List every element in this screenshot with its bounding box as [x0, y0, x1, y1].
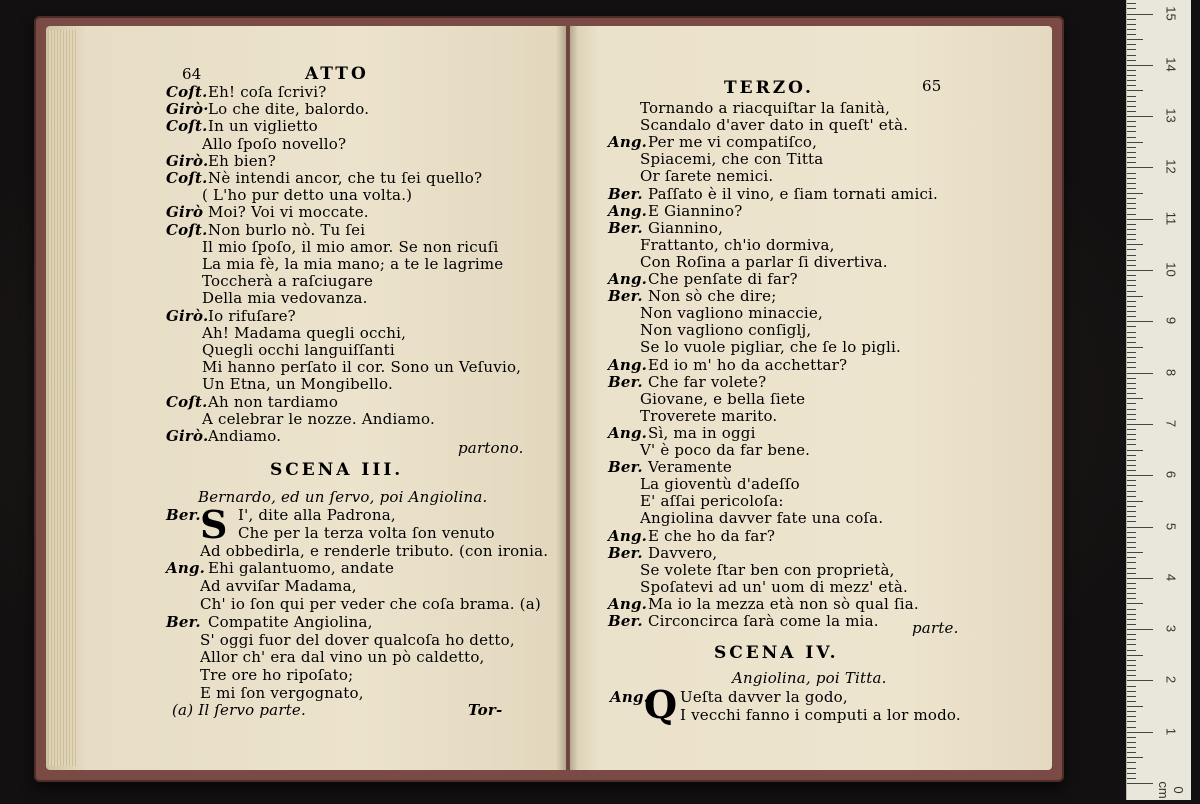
- verse-line: Ah non tardiamo: [208, 392, 339, 411]
- ruler-tick: [1127, 357, 1136, 358]
- ruler-tick: [1127, 239, 1136, 240]
- verse-line: Andiamo.: [208, 427, 282, 445]
- ruler-tick: [1127, 568, 1136, 569]
- ruler-tick: [1127, 583, 1136, 584]
- ruler-tick: [1127, 706, 1143, 707]
- verse-line: Con Roſina a parlar ſi divertiva.: [640, 252, 888, 271]
- ruler-tick: [1127, 516, 1136, 517]
- verse-line: Allo ſpoſo novello?: [202, 134, 347, 153]
- ruler-tick: [1127, 660, 1136, 661]
- verse-line: Quegli occhi languiſſanti: [202, 341, 395, 359]
- verse-line: Eh! coſa ſcrivi?: [208, 83, 327, 101]
- verse-line: Se volete ſtar ben con proprietà,: [640, 560, 895, 579]
- ruler-tick: [1127, 670, 1136, 671]
- ruler-tick: [1127, 737, 1136, 738]
- ruler-tick: [1127, 485, 1136, 486]
- speaker-label: Ang.: [608, 270, 648, 288]
- speaker-label: Ang.: [608, 423, 648, 442]
- ruler-tick: [1127, 460, 1136, 461]
- ruler-tick: [1127, 131, 1136, 132]
- ruler-tick: [1127, 783, 1153, 784]
- ruler-tick: [1127, 455, 1136, 456]
- ruler-label: 5: [1163, 522, 1179, 530]
- stage-direction: parte.: [912, 619, 959, 637]
- ruler-tick: [1127, 173, 1136, 174]
- ruler-tick: [1127, 326, 1136, 327]
- verse-line: V' è poco da far bene.: [640, 441, 811, 459]
- speaker-label: Ber.: [608, 458, 643, 477]
- ruler-tick: [1127, 198, 1136, 199]
- speaker-label: Ang.: [608, 133, 648, 152]
- ruler-label: 6: [1163, 471, 1179, 479]
- ruler-label: 15: [1163, 5, 1179, 21]
- speaker-label: Ang.: [608, 526, 648, 545]
- ruler-tick: [1127, 183, 1136, 184]
- ruler-label: 12: [1163, 159, 1179, 175]
- ruler-tick: [1127, 403, 1136, 404]
- ruler-label: 4: [1163, 573, 1179, 581]
- verse-line: S' oggi fuor del dover qualcoſa ho detto,: [200, 630, 515, 649]
- speaker-label: Ang.: [610, 688, 650, 706]
- ruler-tick: [1127, 24, 1136, 25]
- ruler-tick: [1127, 655, 1143, 656]
- verse-line: Ehi galantuomo, andate: [208, 559, 395, 578]
- ruler-label: 8: [1163, 368, 1179, 376]
- ruler-tick: [1127, 80, 1136, 81]
- verse-line: Allor ch' era dal vino un pò caldetto,: [200, 648, 485, 667]
- ruler-tick: [1127, 55, 1136, 56]
- ruler-tick: [1127, 270, 1153, 271]
- ruler-tick: [1127, 321, 1153, 322]
- ruler-tick: [1127, 532, 1136, 533]
- ruler-tick: [1127, 49, 1136, 50]
- ruler-tick: [1127, 593, 1136, 594]
- ruler-label: 7: [1163, 419, 1179, 427]
- speaker-label: Ber.: [608, 543, 643, 562]
- ruler-tick: [1127, 578, 1153, 579]
- ruler-label: 14: [1163, 57, 1179, 72]
- ruler-tick: [1127, 60, 1136, 61]
- ruler-tick: [1127, 342, 1136, 343]
- ruler-tick: [1127, 347, 1143, 348]
- ruler-tick: [1127, 603, 1143, 604]
- ruler-tick: [1127, 234, 1136, 235]
- ruler-tick: [1127, 644, 1136, 645]
- ruler-tick: [1127, 142, 1143, 143]
- ruler-label: 3: [1163, 624, 1179, 633]
- ruler-tick: [1127, 701, 1136, 702]
- book-gutter: [556, 26, 578, 770]
- speaker-label: Ber.: [608, 287, 643, 306]
- ruler-tick: [1127, 188, 1136, 189]
- ruler-tick: [1127, 39, 1143, 40]
- verse-line: Angiolina davver fate una coſa.: [640, 509, 884, 528]
- ruler-tick: [1127, 296, 1143, 297]
- scene-cast: Bernardo, ed un ſervo, poi Angiolina.: [198, 488, 488, 506]
- ruler-tick: [1127, 444, 1136, 445]
- ruler-tick: [1127, 306, 1136, 307]
- ruler-tick: [1127, 429, 1136, 430]
- verse-line: Lo che dite, balordo.: [208, 100, 370, 119]
- speaker-label: Ber.: [608, 184, 643, 203]
- ruler-tick: [1127, 280, 1136, 281]
- verse-line: Nè intendi ancor, che tu ſei quello?: [208, 169, 483, 187]
- verse-line: Veramente: [648, 458, 732, 477]
- ruler-tick: [1127, 291, 1136, 292]
- ruler-tick: [1127, 260, 1136, 261]
- verse-line: Spoſatevi ad un' uom di mezz' età.: [640, 577, 908, 596]
- verse-line: Or ſarete nemici.: [640, 167, 774, 186]
- ruler-tick: [1127, 383, 1136, 384]
- ruler-tick: [1127, 378, 1136, 379]
- ruler-tick: [1127, 275, 1136, 276]
- ruler-tick: [1127, 614, 1136, 615]
- verse-line: Il mio ſpoſo, il mio amor. Se non ricuſi: [202, 237, 499, 256]
- verse-line: Non vagliono minaccie,: [640, 304, 823, 323]
- drop-capital: Q: [644, 682, 678, 727]
- ruler-tick: [1127, 19, 1136, 20]
- footnote: (a) Il ſervo parte.: [172, 701, 306, 719]
- page-edges: [48, 30, 76, 766]
- ruler-tick: [1127, 573, 1136, 574]
- page-number: 64: [182, 65, 202, 83]
- speaker-label: Coſt.: [166, 220, 208, 239]
- ruler-tick: [1127, 773, 1136, 774]
- ruler-tick: [1127, 44, 1136, 45]
- verse-line: Compatite Angiolina,: [208, 612, 373, 631]
- ruler-tick: [1127, 111, 1136, 112]
- ruler-tick: [1127, 398, 1143, 399]
- speaker-label: Girò: [166, 203, 204, 222]
- ruler-tick: [1127, 496, 1136, 497]
- ruler-tick: [1127, 762, 1136, 763]
- ruler-tick: [1127, 409, 1136, 410]
- verse-line: Tre ore ho ripoſato;: [200, 666, 354, 685]
- ruler-tick: [1127, 85, 1136, 86]
- ruler-tick: [1127, 680, 1153, 681]
- speaker-label: Coſt.: [166, 117, 208, 136]
- ruler-tick: [1127, 598, 1136, 599]
- ruler-tick: [1127, 557, 1136, 558]
- ruler-tick: [1127, 650, 1136, 651]
- speaker-label: Ber.: [166, 506, 201, 524]
- speaker-label: Ber.: [608, 218, 643, 237]
- ruler-tick: [1127, 203, 1136, 204]
- ruler-tick: [1127, 757, 1143, 758]
- ruler-tick: [1127, 193, 1143, 194]
- ruler-tick: [1127, 96, 1136, 97]
- ruler-tick: [1127, 419, 1136, 420]
- ruler-tick: [1127, 14, 1153, 15]
- ruler-tick: [1127, 224, 1136, 225]
- ruler-tick: [1127, 29, 1136, 30]
- ruler-tick: [1127, 362, 1136, 363]
- verse-line: Spiacemi, che con Titta: [640, 150, 824, 169]
- ruler-tick: [1127, 439, 1136, 440]
- ruler-tick: [1127, 542, 1136, 543]
- ruler-tick: [1127, 178, 1136, 179]
- speaker-label: Girò.: [166, 306, 209, 325]
- ruler-tick: [1127, 727, 1136, 728]
- verse-line: La mia fè, la mia mano; a te le lagrime: [202, 255, 504, 273]
- verse-line: Che per la terza volta ſon venuto: [238, 523, 495, 542]
- ruler-label: 13: [1163, 108, 1179, 123]
- ruler-tick: [1127, 332, 1136, 333]
- scene-cast: Angiolina, poi Titta.: [732, 669, 887, 687]
- ruler-tick: [1127, 721, 1136, 722]
- ruler-tick: [1127, 716, 1136, 717]
- ruler-tick: [1127, 367, 1136, 368]
- ruler-tick: [1127, 686, 1136, 687]
- ruler-tick: [1127, 414, 1136, 415]
- verse-line: Troverete marito.: [640, 406, 778, 425]
- verse-line: I', dite alla Padrona,: [238, 506, 396, 524]
- speaker-label: Coſt.: [166, 83, 208, 101]
- speaker-label: Girò·: [166, 100, 209, 119]
- ruler-label: 11: [1163, 211, 1179, 225]
- ruler-tick: [1127, 90, 1143, 91]
- verse-line: Ch' io ſon qui per veder che coſa brama. (a): [200, 595, 541, 613]
- ruler-tick: [1127, 537, 1136, 538]
- ruler-label: 9: [1163, 317, 1179, 325]
- ruler-tick: [1127, 255, 1136, 256]
- ruler-tick: [1127, 106, 1136, 107]
- speaker-label: Ber.: [608, 372, 643, 391]
- speaker-label: Ber.: [608, 612, 643, 630]
- verse-line: Paſſato è il vino, e ſiam tornati amici.: [648, 184, 939, 203]
- ruler-tick: [1127, 126, 1136, 127]
- ruler-tick: [1127, 511, 1136, 512]
- ruler-tick: [1127, 265, 1136, 266]
- ruler-label: 2: [1163, 676, 1179, 684]
- drop-capital: S: [200, 502, 228, 547]
- ruler-tick: [1127, 629, 1153, 630]
- verse-line: Tornando a riacquiſtar la ſanità,: [640, 99, 891, 117]
- catchword: Tor-: [468, 701, 503, 719]
- ruler-tick: [1127, 752, 1136, 753]
- ruler-tick: [1127, 634, 1136, 635]
- ruler-tick: [1127, 285, 1136, 286]
- ruler-tick: [1127, 65, 1153, 66]
- ruler-tick: [1127, 229, 1136, 230]
- ruler-tick: [1127, 465, 1136, 466]
- verse-line: Moi? Voi vi moccate.: [208, 203, 369, 222]
- verse-line: Frattanto, ch'io dormiva,: [640, 235, 835, 254]
- ruler-tick: [1127, 301, 1136, 302]
- ruler-tick: [1127, 470, 1136, 471]
- page-number: 65: [922, 77, 942, 95]
- verse-line: E Giannino?: [648, 201, 743, 220]
- ruler-tick: [1127, 157, 1136, 158]
- ruler-tick: [1127, 491, 1136, 492]
- ruler-tick: [1127, 588, 1136, 589]
- verse-line: Non vagliono conſiglj,: [640, 321, 812, 340]
- speaker-label: Ang.: [166, 559, 206, 578]
- ruler-tick: [1127, 337, 1136, 338]
- verse-line: In un viglietto: [208, 117, 318, 136]
- ruler-tick: [1127, 501, 1143, 502]
- ruler-tick: [1127, 521, 1136, 522]
- ruler-tick: [1127, 624, 1136, 625]
- verse-line: Scandalo d'aver dato in queſt' età.: [640, 116, 909, 135]
- speaker-label: Ang.: [608, 594, 648, 613]
- ruler-tick: [1127, 388, 1136, 389]
- scene-title: SCENA III.: [270, 460, 404, 480]
- verse-line: ( L'ho pur detto una volta.): [202, 186, 413, 205]
- ruler-tick: [1127, 619, 1136, 620]
- ruler-tick: [1127, 552, 1143, 553]
- ruler-tick: [1127, 214, 1136, 215]
- ruler-tick: [1127, 450, 1143, 451]
- speaker-label: Ang.: [608, 355, 648, 374]
- ruler-tick: [1127, 316, 1136, 317]
- ruler-tick: [1127, 152, 1136, 153]
- verse-line: Mi hanno perſato il cor. Sono un Veſuvio,: [202, 358, 522, 377]
- ruler-tick: [1127, 480, 1136, 481]
- ruler-label: 1: [1163, 727, 1179, 735]
- verse-line: Ma io la mezza età non sò qual ſia.: [648, 594, 919, 613]
- verse-line: E mi ſon vergognato,: [200, 684, 364, 702]
- ruler-tick: [1127, 675, 1136, 676]
- ruler-tick: [1127, 742, 1136, 743]
- verse-line: Sì, ma in oggi: [648, 423, 756, 442]
- running-header: ATTO: [305, 64, 369, 84]
- measuring-ruler: [1126, 0, 1191, 800]
- verse-line: A celebrar le nozze. Andiamo.: [202, 409, 435, 428]
- ruler-tick: [1127, 691, 1136, 692]
- verse-line: Un Etna, un Mongibello.: [202, 375, 393, 394]
- verse-line: Della mia vedovanza.: [202, 289, 368, 308]
- ruler-tick: [1127, 639, 1136, 640]
- verse-line: Ueſta davver la godo,: [680, 688, 848, 706]
- ruler-tick: [1127, 527, 1153, 528]
- verse-line: Giovane, e bella ſiete: [640, 389, 806, 408]
- ruler-tick: [1127, 101, 1136, 102]
- verse-line: Eh bien?: [208, 151, 276, 170]
- ruler-tick: [1127, 393, 1136, 394]
- ruler-tick: [1127, 373, 1153, 374]
- ruler-tick: [1127, 244, 1143, 245]
- ruler-tick: [1127, 162, 1136, 163]
- ruler-tick: [1127, 249, 1136, 250]
- ruler-tick: [1127, 424, 1153, 425]
- verse-line: Circoncirca ſarà come la mia.: [648, 612, 879, 630]
- verse-line: Ad obbedirla, e renderle tributo. (con ironia.: [200, 541, 549, 560]
- ruler-tick: [1127, 219, 1153, 220]
- ruler-tick: [1127, 311, 1136, 312]
- ruler-tick: [1127, 116, 1153, 117]
- running-header: TERZO.: [724, 78, 814, 98]
- ruler-tick: [1127, 434, 1136, 435]
- ruler-tick: [1127, 167, 1153, 168]
- ruler-tick: [1127, 778, 1136, 779]
- ruler-tick: [1127, 121, 1136, 122]
- verse-line: Per me vi compatiſco,: [648, 133, 818, 152]
- verse-line: Io rifuſare?: [208, 306, 296, 325]
- ruler-tick: [1127, 475, 1153, 476]
- verse-line: Davvero,: [648, 543, 718, 562]
- speaker-label: Ang.: [608, 201, 648, 220]
- verse-line: Toccherà a raſciugare: [202, 272, 374, 291]
- speaker-label: Girò.: [166, 427, 209, 445]
- verse-line: E' aſſai pericoloſa:: [640, 492, 784, 511]
- ruler-tick: [1127, 147, 1136, 148]
- verse-line: Ed io m' ho da acchettar?: [648, 355, 848, 374]
- speaker-label: Ber.: [166, 612, 201, 631]
- verse-line: Non sò che dire;: [648, 287, 777, 306]
- verse-line: Ah! Madama quegli occhi,: [202, 323, 407, 342]
- speaker-label: Coſt.: [166, 392, 208, 411]
- ruler-tick: [1127, 562, 1136, 563]
- verse-line: La gioventù d'adeſſo: [640, 475, 800, 494]
- ruler-label: 10: [1163, 262, 1179, 277]
- ruler-tick: [1127, 696, 1136, 697]
- speaker-label: Coſt.: [166, 169, 208, 187]
- ruler-tick: [1127, 137, 1136, 138]
- scene-title: SCENA IV.: [714, 643, 839, 663]
- ruler-tick: [1127, 547, 1136, 548]
- ruler-tick: [1127, 665, 1136, 666]
- ruler-tick: [1127, 208, 1136, 209]
- verse-line: I vecchi fanno i computi a lor modo.: [680, 705, 961, 724]
- ruler-tick: [1127, 506, 1136, 507]
- speaker-label: Girò.: [166, 151, 209, 170]
- ruler-tick: [1127, 747, 1136, 748]
- verse-line: Che penſate di far?: [648, 270, 798, 288]
- ruler-label: 0 cm: [1156, 781, 1186, 799]
- verse-line: Non burlo nò. Tu ſei: [208, 220, 366, 239]
- ruler-tick: [1127, 609, 1136, 610]
- ruler-tick: [1127, 352, 1136, 353]
- ruler-tick: [1127, 711, 1136, 712]
- stage-direction: partono.: [458, 439, 524, 457]
- verse-line: E che ho da far?: [648, 526, 776, 545]
- verse-line: Ad avviſar Madama,: [200, 577, 357, 596]
- ruler-tick: [1127, 732, 1153, 733]
- ruler-tick: [1127, 8, 1136, 9]
- verse-line: Giannino,: [648, 218, 724, 237]
- ruler-tick: [1127, 75, 1136, 76]
- verse-line: Che far volete?: [648, 372, 767, 391]
- ruler-tick: [1127, 70, 1136, 71]
- verse-line: Se lo vuole pigliar, che ſe lo pigli.: [640, 338, 901, 357]
- ruler-tick: [1127, 768, 1136, 769]
- ruler-tick: [1127, 3, 1136, 4]
- ruler-tick: [1127, 34, 1136, 35]
